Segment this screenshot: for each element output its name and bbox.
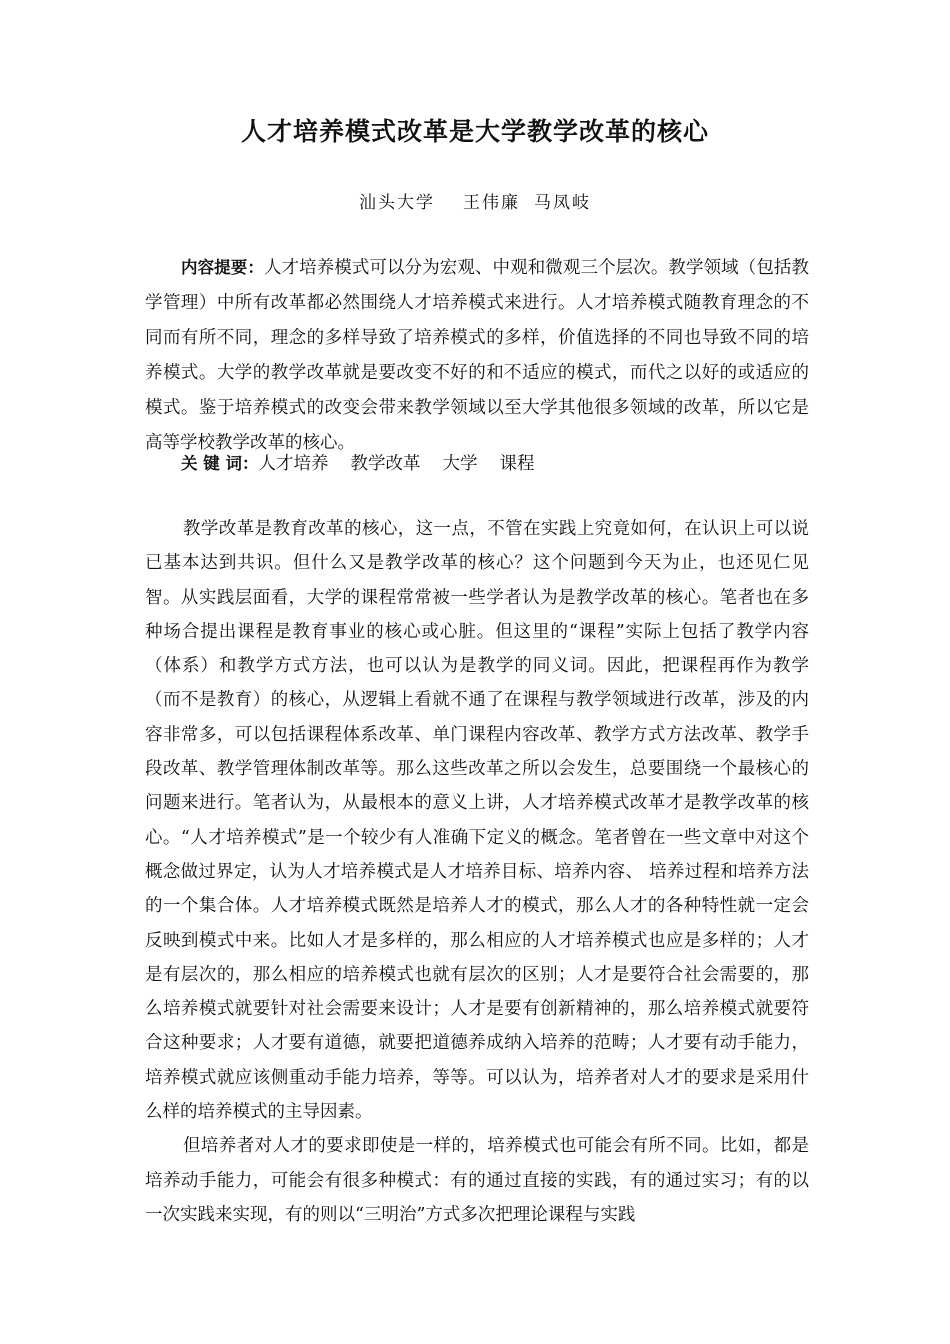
body-paragraph: 教学改革是教育改革的核心，这一点，不管在实践上究竟如何，在认识上可以说已基本达到共识。但什么又是教学改革的核心？这个问题到今天为止，也还见仁见智。从实践层面看，大学的课程常常被一些学者认为是教学改革的核心。笔者也在多种场合提出课程是教育事业的核心或心脏。但这里的“课程”实际上包括了教学内容（体系）和教学方式方法，也可以认为是教学的同义词。因此，把课程再作为教学（而不是教育）的核心，从逻辑上看就不通了在课程与教学领域进行改革，涉及的内容非常多，可以包括课程体系改革、单门课程内容改革、教学方式方法改革、教学手段改革、教学管理体制改革等。那么这些改革之所以会发生，总要围绕一个最核心的问题来进行。笔者认为，从最根本的意义上讲，人才培养模式改革才是教学改革的核心。“人才培养模式”是一个较少有人准确下定义的概念。笔者曾在一些文章中对这个概念做过界定，认为人才培养模式是人才培养目标、培养内容、 培养过程和培养方法的一个集合体。人才培养模式既然是培养人才的模式，那么人才的各种特性就一定会反映到模式中来。比如人才是多样的，那么相应的人才培养模式也应是多样的；人才是有层次的，那么相应的培养模式也就有层次的区别；人才是要符合社会需要的，那么培养模式就要针对社会需要来设计；人才是要有创新精神的，那么培养模式就要符合这种要求；人才要有道德，就要把道德养成纳入培养的范畴；人才要有动手能力，培养模式就应该侧重动手能力培养，等等。可以认为，培养者对人才的要求是采用什么样的培养模式的主导因素。 bbox=[145, 519, 809, 1123]
byline bbox=[0, 188, 950, 213]
keyword: 教学改革 bbox=[350, 454, 421, 474]
document-title: 人才培养模式改革是大学教学改革的核心 bbox=[240, 117, 709, 146]
abstract bbox=[145, 250, 809, 461]
author-name: 马凤岐 bbox=[534, 193, 591, 213]
keywords bbox=[181, 449, 821, 479]
keywords-label: 关 键 词： bbox=[181, 454, 259, 473]
author-name: 王伟廉 bbox=[463, 193, 520, 213]
abstract-text: 人才培养模式可以分为宏观、中观和微观三个层次。教学领域（包括教学管理）中所有改革都必然围绕人才培养模式来进行。人才培养模式随教育理念的不同而有所不同，理念的多样导致了培养模式的多样，价值选择的不同也导致不同的培养模式。大学的教学改革就是要改变不好的和不适应的模式，而代之以好的或适应的模式。鉴于培养模式的改变会带来教学领域以至大学其他很多领域的改革，所以它是高等学校教学改革的核心。 bbox=[145, 258, 810, 453]
body-text bbox=[145, 512, 809, 1232]
body-paragraph: 但培养者对人才的要求即使是一样的，培养模式也可能会有所不同。比如，都是培养动手能力，可能会有很多种模式：有的通过直接的实践，有的通过实习；有的以一次实践来实现，有的则以“三明治”方式多次把理论课程与实践 bbox=[145, 1136, 809, 1225]
abstract-label: 内容提要： bbox=[181, 258, 264, 277]
keyword: 人才培养 bbox=[258, 454, 329, 474]
institution: 汕头大学 bbox=[359, 193, 435, 213]
keyword: 大学 bbox=[442, 454, 478, 474]
keyword: 课程 bbox=[499, 454, 535, 474]
